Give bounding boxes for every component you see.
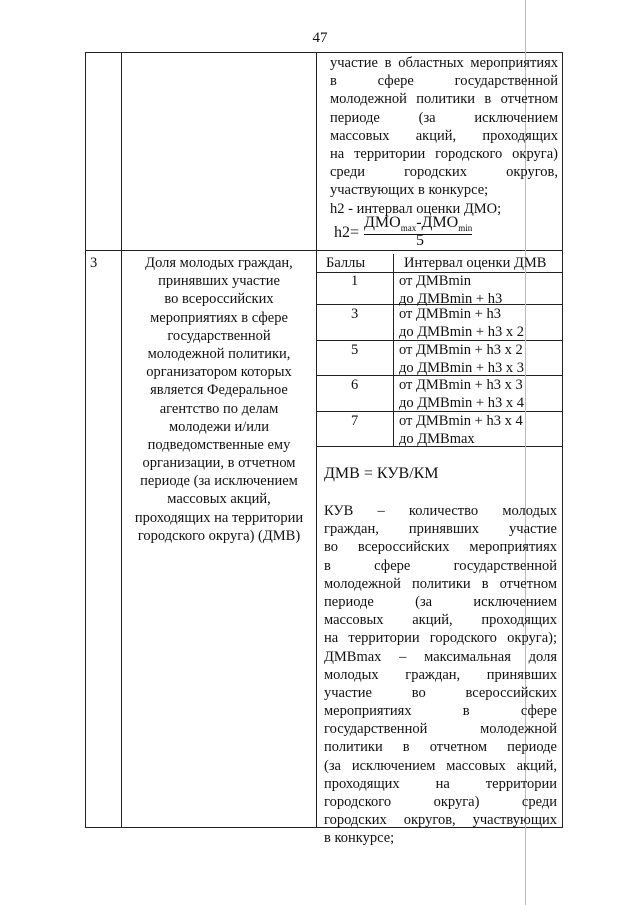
- interval-from: от ДМВmin + h3 x 4: [399, 413, 523, 429]
- interval-to: до ДМВmin + h3: [399, 291, 503, 307]
- text-line: массовых акций,: [167, 491, 271, 508]
- text-line: мероприятиях в сфере: [324, 703, 557, 720]
- text-line: молодежи и/или: [168, 418, 270, 435]
- score-value: 7: [351, 413, 359, 429]
- score-value: 3: [351, 306, 359, 322]
- text-line: принявших участие: [158, 273, 280, 290]
- interval-from: от ДМВmin + h3: [399, 306, 501, 322]
- interval-value: [399, 341, 524, 377]
- interval-value: [399, 376, 524, 412]
- text-line: мероприятиях в сфере: [150, 309, 288, 326]
- text-line: периоде (за исключением: [330, 109, 558, 126]
- text-line: городских округов, участвующих: [324, 812, 557, 829]
- indicator-description: [124, 254, 314, 545]
- score-value: 1: [351, 273, 359, 289]
- interval-from: от ДМВmin + h3 x 2: [399, 342, 523, 358]
- text-line: является Федеральное: [150, 382, 288, 399]
- interval-to: до ДМВmin + h3 x 2: [399, 324, 524, 340]
- text-line: ДМВmax – максимальная доля: [324, 648, 557, 665]
- text-line: h2 - интервал оценки ДМО;: [330, 200, 502, 217]
- interval-to: до ДМВmax: [399, 431, 475, 447]
- text-line: в сфере государственной: [324, 557, 557, 574]
- text-line: организации, в отчетном: [142, 455, 296, 472]
- text-line: участие в областных мероприятиях: [330, 55, 558, 71]
- text-line: государственной: [167, 327, 271, 344]
- text-line: в сфере государственной: [330, 73, 558, 90]
- text-line: городского округа) (ДМВ): [137, 527, 301, 544]
- formula-term1: ДМО: [364, 214, 401, 231]
- dmv-formula: ДМВ = КУВ/КМ: [324, 465, 439, 482]
- formula-lhs: h2=: [334, 224, 360, 241]
- interval-from: от ДМВmin + h3 x 3: [399, 377, 523, 393]
- method-description: [324, 502, 557, 848]
- text-line: во всероссийских мероприятиях: [324, 539, 557, 556]
- text-line: Доля молодых граждан,: [145, 255, 293, 271]
- text-line: массовых акций, проходящих: [324, 612, 557, 629]
- text-line: молодежной политики в отчетном: [324, 575, 557, 592]
- text-line: на территории городского округа): [330, 145, 558, 162]
- text-line: организатором которых: [146, 364, 292, 381]
- text-line: участвующих в конкурсе;: [330, 182, 489, 199]
- interval-from: от ДМВmin: [399, 273, 472, 289]
- text-line: КУВ – количество молодых: [324, 503, 557, 519]
- interval-header: Интервал оценки ДМВ: [404, 255, 547, 271]
- text-line: среди городских округов,: [330, 164, 558, 181]
- text-line: проходящих на территории: [324, 775, 557, 792]
- interval-value: [399, 305, 524, 341]
- text-line: граждан, принявших участие: [324, 521, 557, 538]
- formula-denominator: 5: [416, 232, 424, 249]
- text-line: периоде (за исключением: [140, 473, 298, 490]
- score-header: Баллы: [326, 255, 366, 271]
- text-line: на территории городского округа);: [324, 630, 557, 647]
- page-number: 47: [312, 30, 328, 46]
- interval-value: [399, 412, 523, 448]
- formula-sub2: min: [458, 223, 473, 234]
- text-line: молодых граждан, принявших: [324, 666, 557, 683]
- text-line: государственной молодежной: [324, 721, 557, 738]
- text-line: в конкурсе;: [324, 830, 395, 847]
- text-line: молодежной политики,: [147, 345, 291, 362]
- text-line: участие во всероссийских: [324, 684, 557, 701]
- row-number: 3: [90, 255, 98, 271]
- score-value: 6: [351, 377, 359, 393]
- text-line: городского округа) среди: [324, 794, 557, 810]
- text-line: проходящих на территории: [134, 509, 304, 526]
- text-line: подведомственные ему: [147, 436, 291, 453]
- score-value: 5: [351, 342, 359, 358]
- text-line: политики в отчетном периоде: [324, 739, 557, 756]
- text-line: во всероссийских: [164, 291, 274, 308]
- text-line: агентство по делам: [159, 400, 279, 417]
- text-line: периоде (за исключением: [324, 593, 557, 610]
- interval-to: до ДМВmin + h3 x 3: [399, 360, 524, 376]
- prev-row-method-text: [330, 54, 558, 218]
- interval-value: [399, 272, 502, 308]
- text-line: массовых акций, проходящих: [330, 127, 558, 144]
- text-line: молодежной политики в отчетном: [330, 91, 558, 108]
- text-line: (за исключением массовых акций,: [324, 757, 557, 774]
- formula-minus: -ДМО: [416, 214, 459, 231]
- interval-to: до ДМВmin + h3 x 4: [399, 395, 524, 411]
- formula-sub1: max: [400, 223, 417, 234]
